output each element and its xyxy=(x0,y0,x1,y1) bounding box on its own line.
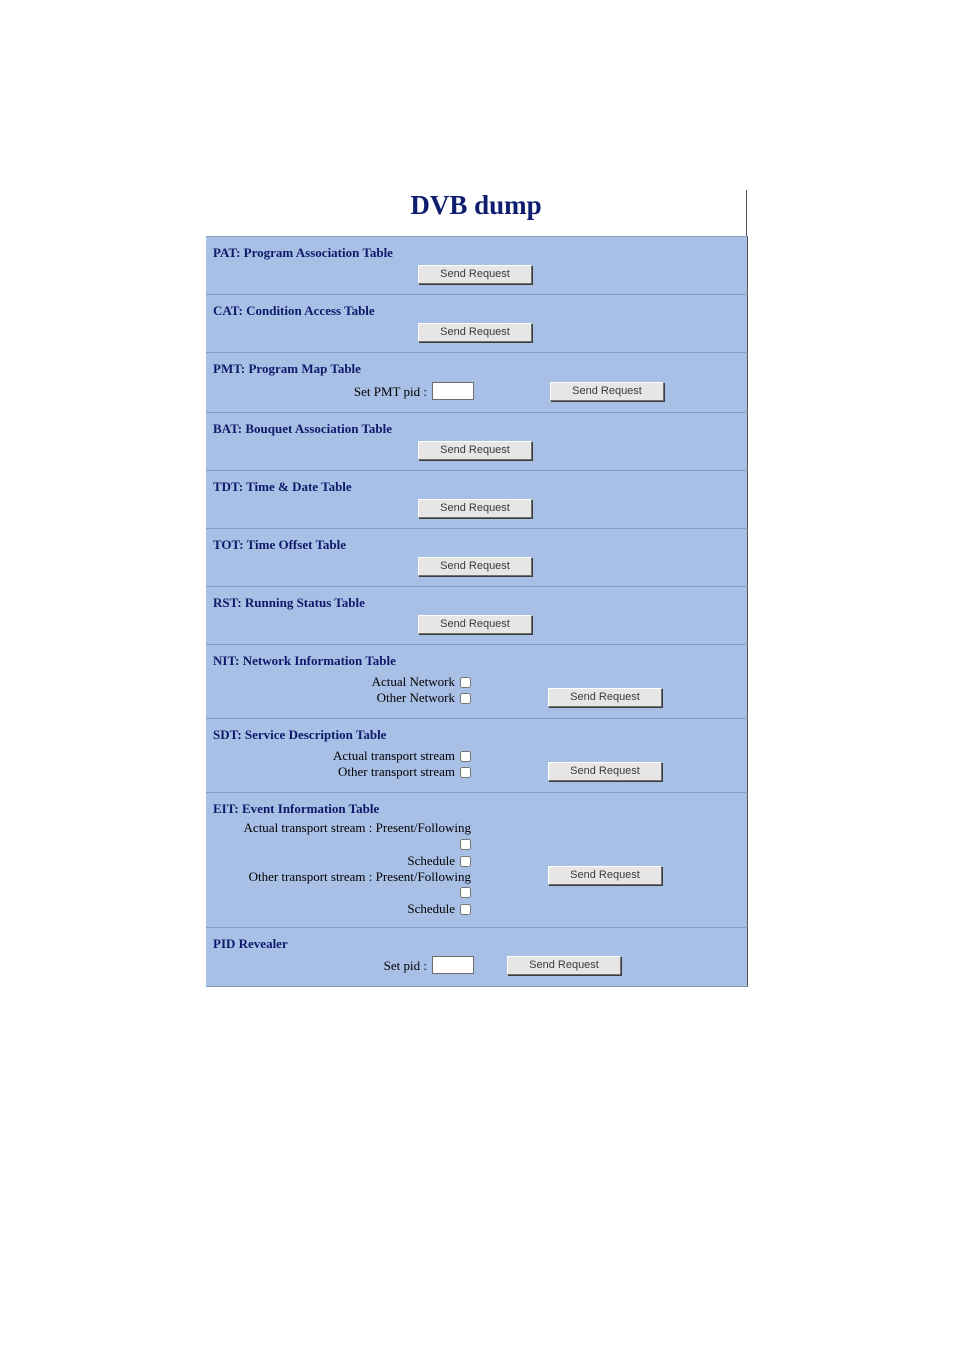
nit-title: NIT: Network Information Table xyxy=(213,653,396,668)
pid-revealer-section xyxy=(206,927,748,987)
pid-send-request-button[interactable]: Send Request xyxy=(507,956,621,975)
nit-actual-network-checkbox[interactable] xyxy=(460,677,471,688)
eit-title: EIT: Event Information Table xyxy=(213,801,380,816)
page-title: DVB dump xyxy=(410,190,542,220)
eit-section xyxy=(206,792,748,928)
rst-section xyxy=(206,586,748,645)
bat-title: BAT: Bouquet Association Table xyxy=(213,421,393,436)
tot-send-request-button[interactable]: Send Request xyxy=(418,557,532,576)
pat-title: PAT: Program Association Table xyxy=(213,245,393,260)
pid-revealer-title: PID Revealer xyxy=(213,936,288,951)
eit-actual-pf-checkbox[interactable] xyxy=(460,839,471,850)
pmt-pid-input[interactable] xyxy=(432,382,474,400)
cat-send-request-button[interactable]: Send Request xyxy=(418,323,532,342)
nit-other-network-checkbox[interactable] xyxy=(460,693,471,704)
pid-label: Set pid : xyxy=(383,958,427,973)
rst-title: RST: Running Status Table xyxy=(213,595,365,610)
pid-input[interactable] xyxy=(432,956,474,974)
sdt-other-ts-checkbox[interactable] xyxy=(460,767,471,778)
nit-actual-network-label: Actual Network xyxy=(371,674,455,689)
sdt-actual-ts-label: Actual transport stream xyxy=(332,748,455,763)
sdt-other-ts-label: Other transport stream xyxy=(338,764,455,779)
pmt-title: PMT: Program Map Table xyxy=(213,361,361,376)
sdt-send-request-button[interactable]: Send Request xyxy=(548,762,662,781)
pmt-pid-label: Set PMT pid : xyxy=(353,384,427,399)
eit-other-pf-label: Other transport stream : Present/Following xyxy=(248,869,471,884)
tdt-title: TDT: Time & Date Table xyxy=(213,479,352,494)
pmt-send-request-button[interactable]: Send Request xyxy=(550,382,664,401)
cat-title: CAT: Condition Access Table xyxy=(213,303,375,318)
bat-section xyxy=(206,412,748,471)
eit-other-pf-checkbox[interactable] xyxy=(460,887,471,898)
nit-other-network-label: Other Network xyxy=(376,690,455,705)
sdt-section xyxy=(206,718,748,793)
sdt-actual-ts-checkbox[interactable] xyxy=(460,751,471,762)
eit-actual-schedule-checkbox[interactable] xyxy=(460,856,471,867)
nit-send-request-button[interactable]: Send Request xyxy=(548,688,662,707)
eit-other-schedule-checkbox[interactable] xyxy=(460,904,471,915)
tdt-send-request-button[interactable]: Send Request xyxy=(418,499,532,518)
pmt-section xyxy=(206,352,748,413)
bat-send-request-button[interactable]: Send Request xyxy=(418,441,532,460)
pat-send-request-button[interactable]: Send Request xyxy=(418,265,532,284)
nit-section xyxy=(206,644,748,719)
tdt-section xyxy=(206,470,748,529)
pat-section xyxy=(206,236,748,295)
header xyxy=(206,190,747,236)
cat-section xyxy=(206,294,748,353)
sdt-title: SDT: Service Description Table xyxy=(213,727,387,742)
eit-other-schedule-label: Schedule xyxy=(407,901,455,916)
eit-actual-schedule-label: Schedule xyxy=(407,853,455,868)
rst-send-request-button[interactable]: Send Request xyxy=(418,615,532,634)
eit-send-request-button[interactable]: Send Request xyxy=(548,866,662,885)
tot-section xyxy=(206,528,748,587)
tot-title: TOT: Time Offset Table xyxy=(213,537,347,552)
dvb-dump-panel xyxy=(206,190,747,987)
eit-actual-pf-label: Actual transport stream : Present/Following xyxy=(243,820,471,835)
